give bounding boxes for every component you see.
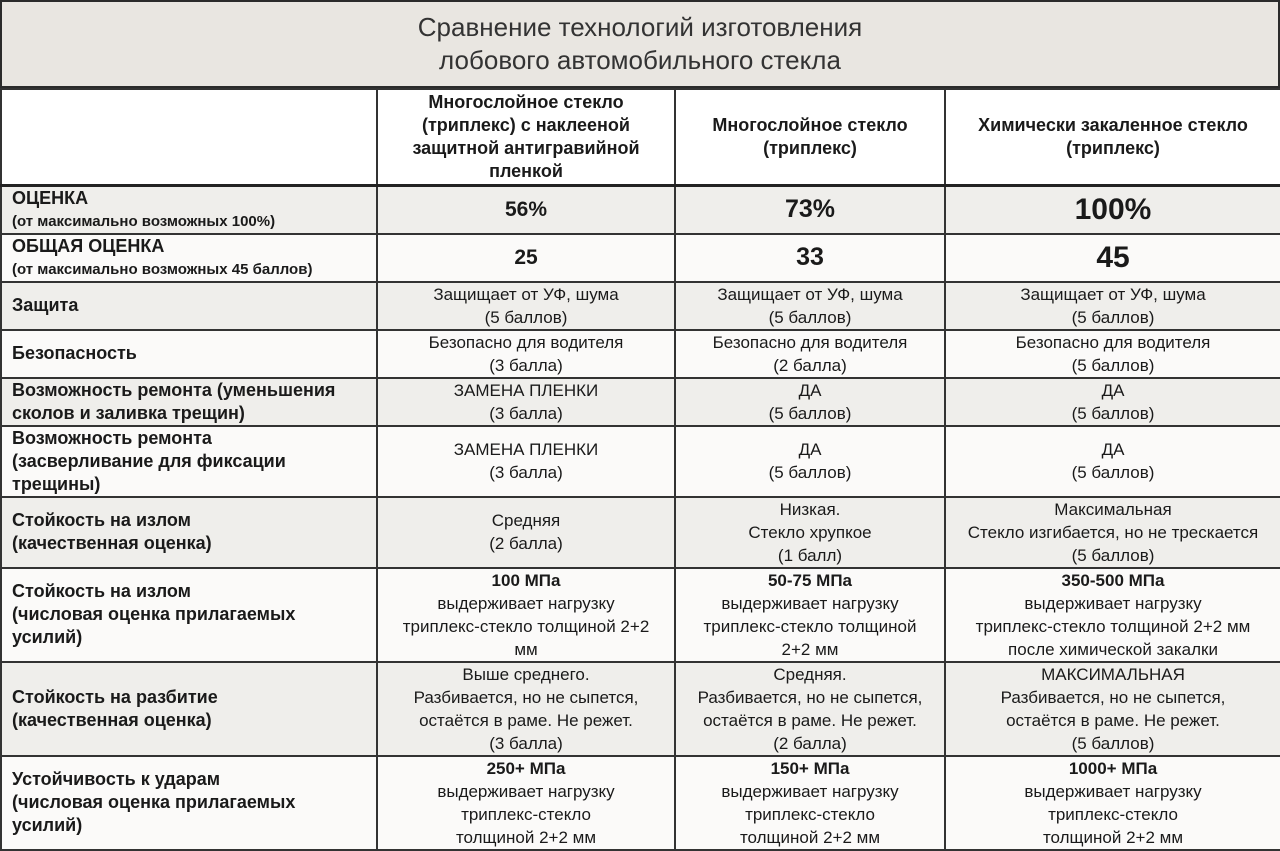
cell-line: толщиной 2+2 мм [1042, 827, 1184, 847]
cell-line: триплекс-стекло толщиной 2+2 мм [975, 616, 1251, 636]
row-label-subtitle: (от максимально возможных 100%) [12, 212, 276, 230]
column-header-line: (триплекс) [1066, 137, 1160, 158]
cell-line: (5 баллов) [484, 307, 568, 327]
cell-line: 150+ МПа [770, 758, 850, 778]
value-cell [377, 756, 675, 850]
value-cell [377, 426, 675, 497]
table-row [1, 378, 1280, 426]
cell-line: остаётся в раме. Не режет. [1006, 710, 1220, 730]
cell-line: триплекс-стекло [745, 804, 875, 824]
column-header-line: Химически закаленное стекло [978, 114, 1248, 135]
cell-line: 2+2 мм [781, 639, 839, 659]
row-label-line: ОЦЕНКА [12, 187, 89, 208]
value-cell [675, 330, 945, 378]
cell-line: Защищает от УФ, шума [433, 284, 619, 304]
cell-line: ДА [1101, 380, 1125, 400]
cell-line: триплекс-стекло [1048, 804, 1178, 824]
score-cell [945, 185, 1280, 234]
row-label-line: сколов и заливка трещин) [12, 402, 245, 423]
cell-line: Стекло хрупкое [748, 522, 872, 542]
cell-line: (1 балл) [777, 545, 843, 565]
cell-line: Разбивается, но не сыпется, [697, 687, 923, 707]
cell-line: (5 баллов) [1071, 355, 1155, 375]
cell-line: (5 баллов) [1071, 307, 1155, 327]
score-cell [377, 234, 675, 282]
cell-line: 100% [1074, 192, 1152, 226]
score-cell [675, 234, 945, 282]
row-label-line: Защита [12, 295, 79, 315]
cell-line: ЗАМЕНА ПЛЕНКИ [453, 440, 599, 459]
cell-line: 250+ МПа [486, 758, 566, 778]
cell-line: триплекс-стекло толщиной [703, 616, 917, 636]
column-header-line: Многослойное стекло [428, 91, 624, 112]
value-cell [675, 756, 945, 850]
cell-line: (5 баллов) [1071, 545, 1155, 565]
cell-line: после химической закалки [1008, 639, 1218, 659]
value-cell [377, 282, 675, 330]
cell-line: (3 балла) [489, 463, 563, 482]
table-row [1, 282, 1280, 330]
cell-line: (5 баллов) [768, 307, 852, 327]
table-row [1, 756, 1280, 850]
cell-line: (3 балла) [489, 403, 563, 423]
cell-line: ДА [1101, 440, 1125, 459]
row-label-line: трещины) [12, 473, 101, 494]
value-cell [945, 662, 1280, 756]
value-cell [377, 497, 675, 568]
value-cell [675, 662, 945, 756]
value-cell [377, 568, 675, 662]
column-header-line: (триплекс) с наклееной [421, 114, 630, 135]
row-label [1, 185, 377, 234]
row-label [1, 378, 377, 426]
cell-line: мм [514, 639, 538, 659]
value-cell [377, 378, 675, 426]
column-header-triplex [675, 89, 945, 185]
cell-line: Разбивается, но не сыпется, [1000, 687, 1226, 707]
cell-line: выдерживает нагрузку [1024, 593, 1202, 613]
cell-line: Защищает от УФ, шума [717, 284, 903, 304]
row-label-line: (качественная оценка) [12, 533, 212, 553]
cell-line: выдерживает нагрузку [437, 593, 615, 613]
column-header-line: Многослойное стекло [712, 114, 908, 135]
value-cell [945, 756, 1280, 850]
row-label-line: (засверливание для фиксации [12, 450, 286, 471]
table-row [1, 497, 1280, 568]
value-cell [675, 282, 945, 330]
cell-line: (2 балла) [773, 733, 847, 753]
row-label [1, 568, 377, 662]
cell-line: Средняя [491, 511, 561, 530]
cell-line: выдерживает нагрузку [1024, 781, 1202, 801]
cell-line: 1000+ МПа [1068, 758, 1158, 778]
row-label-line: Стойкость на излом [12, 581, 191, 601]
cell-line: толщиной 2+2 мм [739, 827, 881, 847]
cell-line: триплекс-стекло [461, 804, 591, 824]
column-header-line: защитной антигравийной [412, 137, 640, 158]
value-cell [675, 568, 945, 662]
row-label-line: Стойкость на излом [12, 510, 191, 530]
row-label [1, 756, 377, 850]
cell-line: Безопасно для водителя [428, 332, 624, 352]
cell-line: ЗАМЕНА ПЛЕНКИ [453, 380, 599, 400]
document-title [0, 0, 1280, 88]
cell-line: Безопасно для водителя [1015, 332, 1211, 352]
row-label-line: (числовая оценка прилагаемых [12, 604, 296, 624]
value-cell [945, 330, 1280, 378]
cell-line: (5 баллов) [1071, 733, 1155, 753]
table-row [1, 234, 1280, 282]
comparison-table [0, 88, 1280, 851]
row-label-line: усилий) [12, 815, 83, 835]
value-cell [675, 378, 945, 426]
cell-line: (5 баллов) [1071, 463, 1155, 482]
table-row [1, 330, 1280, 378]
cell-line: (5 баллов) [1071, 403, 1155, 423]
table-row [1, 568, 1280, 662]
cell-line: (3 балла) [489, 733, 563, 753]
table-row [1, 662, 1280, 756]
cell-line: Максимальная [1054, 499, 1172, 519]
row-label [1, 234, 377, 282]
value-cell [675, 426, 945, 497]
row-label-line: Возможность ремонта (уменьшения [12, 379, 336, 400]
cell-line: выдерживает нагрузку [721, 781, 899, 801]
row-label-subtitle: (от максимально возможных 45 баллов) [12, 260, 313, 278]
score-cell [675, 185, 945, 234]
cell-line: Защищает от УФ, шума [1020, 284, 1206, 304]
cell-line: триплекс-стекло толщиной 2+2 [402, 616, 650, 636]
cell-line: Безопасно для водителя [712, 332, 908, 352]
cell-line: 25 [514, 245, 538, 269]
cell-line: (3 балла) [489, 355, 563, 375]
cell-line: Средняя. [773, 664, 847, 684]
row-label [1, 497, 377, 568]
value-cell [675, 497, 945, 568]
row-label-line: Безопасность [12, 343, 137, 363]
cell-line: толщиной 2+2 мм [455, 827, 597, 847]
cell-line: 350-500 МПа [1061, 570, 1165, 590]
title-line-2: лобового автомобильного стекла [439, 45, 841, 75]
cell-line: 33 [796, 243, 824, 271]
cell-line: выдерживает нагрузку [721, 593, 899, 613]
value-cell [377, 330, 675, 378]
row-label [1, 282, 377, 330]
cell-line: остаётся в раме. Не режет. [419, 710, 633, 730]
value-cell [945, 282, 1280, 330]
cell-line: (5 баллов) [768, 463, 852, 482]
value-cell [377, 662, 675, 756]
row-label-line: (качественная оценка) [12, 709, 212, 730]
row-label-line: Устойчивость к ударам [12, 769, 221, 789]
value-cell [945, 426, 1280, 497]
value-cell [945, 378, 1280, 426]
cell-line: (2 балла) [489, 534, 563, 553]
cell-line: Разбивается, но не сыпется, [413, 687, 639, 707]
column-header-line: пленкой [489, 160, 563, 181]
row-label [1, 662, 377, 756]
cell-line: ДА [798, 380, 822, 400]
cell-line: (5 баллов) [768, 403, 852, 423]
score-cell [945, 234, 1280, 282]
row-label [1, 330, 377, 378]
column-header-line: (триплекс) [763, 137, 857, 158]
column-header-film-triplex [377, 89, 675, 185]
table-row [1, 426, 1280, 497]
value-cell [945, 568, 1280, 662]
value-cell [945, 497, 1280, 568]
table-header-row [1, 89, 1280, 185]
cell-line: 45 [1096, 240, 1130, 274]
row-label-line: Возможность ремонта [12, 427, 212, 448]
row-label-line: усилий) [12, 627, 83, 647]
row-label [1, 426, 377, 497]
score-cell [377, 185, 675, 234]
cell-line: Низкая. [779, 499, 841, 519]
title-line-1: Сравнение технологий изготовления [417, 12, 863, 42]
cell-line: остаётся в раме. Не режет. [703, 710, 917, 730]
row-label-line: ОБЩАЯ ОЦЕНКА [12, 235, 165, 256]
cell-line: Выше среднего. [462, 664, 590, 684]
cell-line: ДА [798, 440, 822, 459]
cell-line: (2 балла) [773, 355, 847, 375]
row-label-line: Стойкость на разбитие [12, 686, 218, 707]
cell-line: 73% [784, 195, 836, 223]
table-row [1, 185, 1280, 234]
cell-line: 50-75 МПа [767, 570, 853, 590]
cell-line: МАКСИМАЛЬНАЯ [1041, 664, 1185, 684]
row-label-line: (числовая оценка прилагаемых [12, 792, 296, 812]
cell-line: Стекло изгибается, но не трескается [967, 522, 1259, 542]
cell-line: 56% [504, 197, 548, 221]
cell-line: выдерживает нагрузку [437, 781, 615, 801]
header-empty-cell [1, 89, 377, 185]
cell-line: 100 МПа [491, 570, 561, 590]
column-header-chemical-triplex [945, 89, 1280, 185]
